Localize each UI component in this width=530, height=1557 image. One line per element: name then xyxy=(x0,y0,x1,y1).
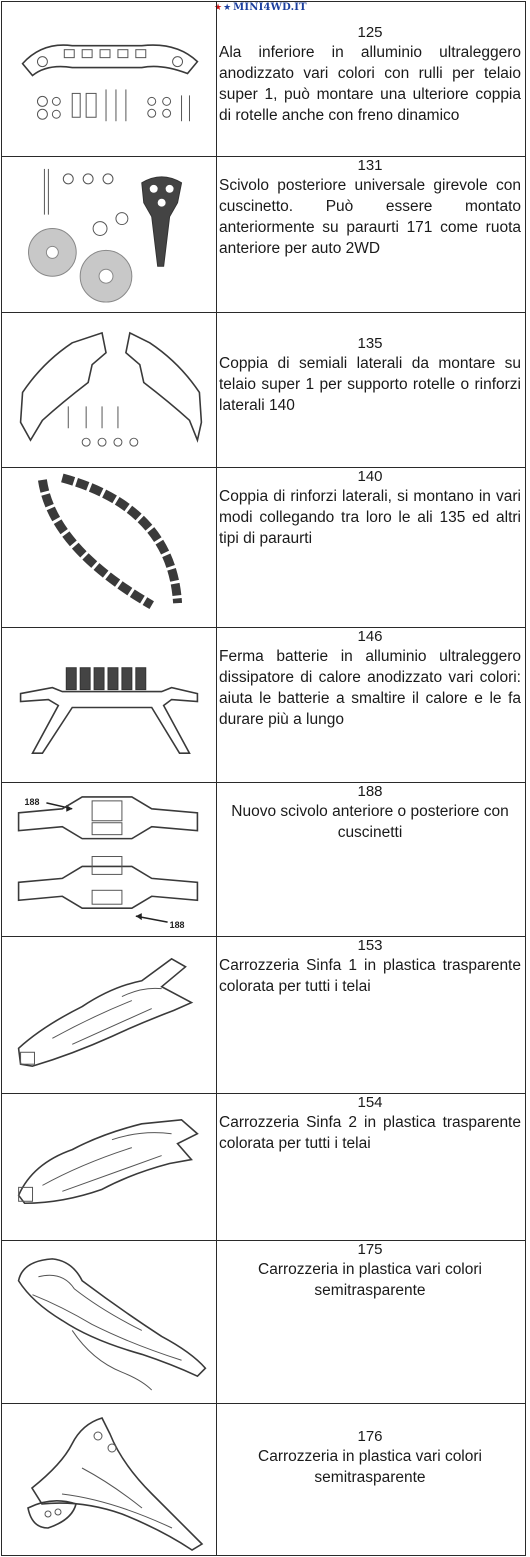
parts-catalog-table xyxy=(1,1,526,1556)
part-info-131 xyxy=(219,157,521,312)
watermark-text: MINI4WD.IT xyxy=(233,1,307,13)
part-figure-135 xyxy=(2,313,216,467)
part-figure-153 xyxy=(2,937,216,1093)
part-code: 188 xyxy=(357,783,383,800)
part-code: 176 xyxy=(357,1428,383,1445)
star-icon: ★ xyxy=(214,1,223,12)
catalog-row-146 xyxy=(2,628,525,783)
catalog-row-140 xyxy=(2,468,525,628)
star-icon: ★ xyxy=(223,1,232,12)
part-code: 146 xyxy=(357,628,383,645)
part-figure-146 xyxy=(2,628,216,782)
catalog-row-176 xyxy=(2,1404,525,1557)
part-figure-188 xyxy=(2,783,216,936)
part-info-153 xyxy=(219,937,521,1093)
catalog-row-175 xyxy=(2,1241,525,1404)
part-code: 175 xyxy=(357,1241,383,1258)
catalog-row-154 xyxy=(2,1094,525,1241)
part-description: Coppia di rinforzi laterali, si montano in vari modi collegando tra loro le ali 135 ed altri tipi di paraurti xyxy=(219,488,521,547)
part-info-154 xyxy=(219,1094,521,1240)
part-description: Carrozzeria Sinfa 1 in plastica trasparente colorata per tutti i telai xyxy=(219,957,521,995)
part-description: Ala inferiore in alluminio ultraleggero anodizzato vari colori con rulli per telaio super 1, può montare una ulteriore coppia di rotelle anche con freno dinamico xyxy=(219,44,521,124)
part-code: 154 xyxy=(357,1094,383,1111)
part-description: Coppia di semiali laterali da montare su telaio super 1 per supporto rotelle o rinforzi laterali 140 xyxy=(219,355,521,414)
part-figure-175 xyxy=(2,1241,216,1403)
callout-label: 188 xyxy=(169,920,185,931)
catalog-row-131 xyxy=(2,157,525,313)
part-code: 140 xyxy=(357,468,383,485)
part-info-135 xyxy=(219,313,521,467)
part-figure-131 xyxy=(2,157,216,312)
callout-label: 188 xyxy=(24,796,40,807)
part-info-140 xyxy=(219,468,521,627)
part-code: 125 xyxy=(357,24,383,41)
part-figure-176 xyxy=(2,1404,216,1557)
part-description: Carrozzeria in plastica vari colori semitrasparente xyxy=(258,1261,482,1299)
part-description: Ferma batterie in alluminio ultraleggero dissipatore di calore anodizzato vari colori: aiuta le batterie a smaltire il calore e le fa durare più a lungo xyxy=(219,648,521,728)
part-code: 153 xyxy=(357,937,383,954)
part-description: Scivolo posteriore universale girevole con cuscinetto. Può essere montato anteriormente su paraurti 171 come ruota anteriore per auto 2WD xyxy=(219,177,521,257)
catalog-row-125 xyxy=(2,2,525,157)
part-figure-154 xyxy=(2,1094,216,1240)
part-info-146 xyxy=(219,628,521,782)
part-figure-125 xyxy=(2,2,216,156)
part-description: Carrozzeria in plastica vari colori semitrasparente xyxy=(258,1448,482,1486)
part-info-188 xyxy=(219,783,521,936)
part-info-176 xyxy=(219,1404,521,1557)
part-info-125 xyxy=(219,2,521,156)
part-description: Nuovo scivolo anteriore o posteriore con cuscinetti xyxy=(231,803,509,841)
catalog-row-153 xyxy=(2,937,525,1094)
part-info-175 xyxy=(219,1241,521,1403)
catalog-row-188 xyxy=(2,783,525,937)
part-code: 135 xyxy=(357,335,383,352)
part-code: 131 xyxy=(357,157,383,174)
catalog-row-135 xyxy=(2,313,525,468)
part-figure-140 xyxy=(2,468,216,627)
part-description: Carrozzeria Sinfa 2 in plastica trasparente colorata per tutti i telai xyxy=(219,1114,521,1152)
